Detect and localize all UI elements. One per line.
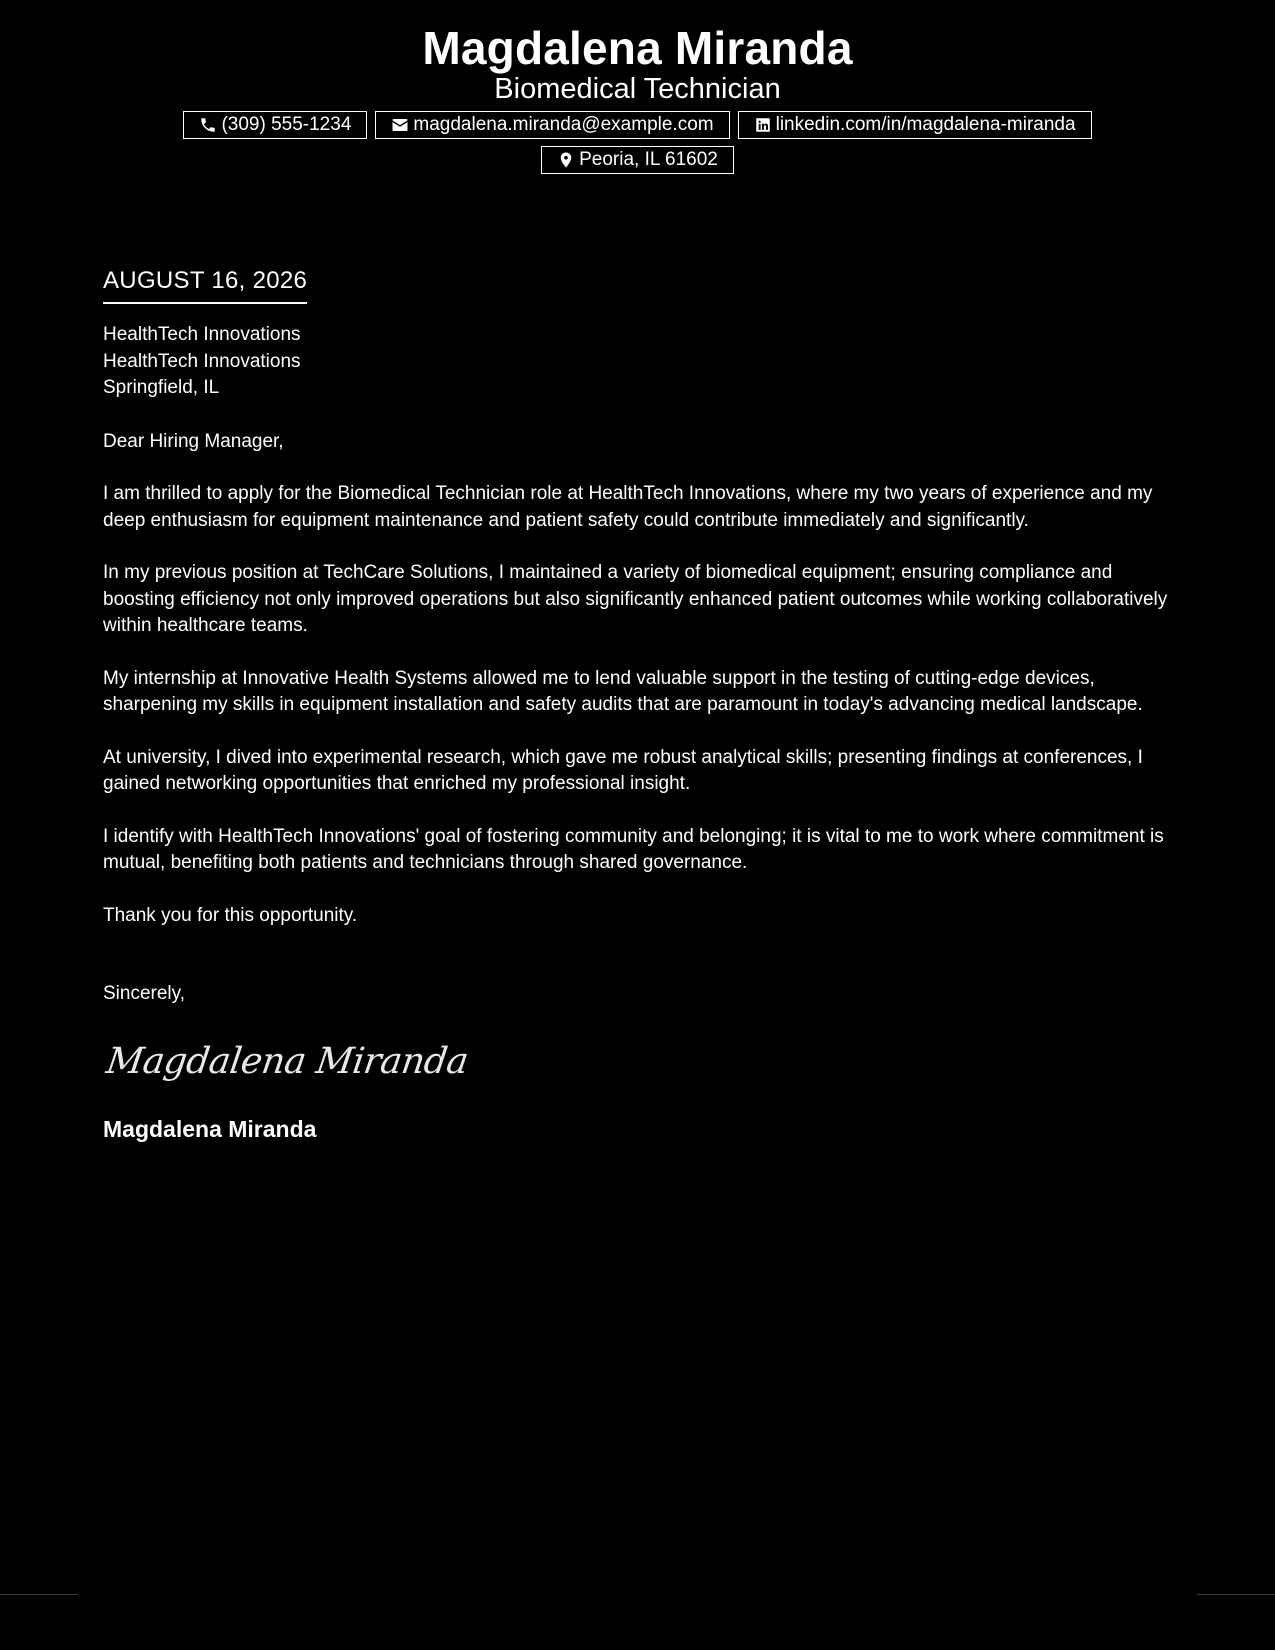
body-paragraph: My internship at Innovative Health Systems allowed me to lend valuable support in the testing of cutting-edge devices, sharpening my skills in equipment installation and safety audits that are paramount in today's advancing medical landscape. xyxy=(103,667,1143,715)
phone-text: (309) 555-1234 xyxy=(221,114,352,135)
letter-body xyxy=(103,266,1173,1144)
linkedin-icon xyxy=(754,116,772,134)
body-paragraph: At university, I dived into experimental research, which gave me robust analytical skills; presenting findings at conferences, I gained networking opportunities that enriched my professional insight. xyxy=(103,746,1143,794)
signer-name: Magdalena Miranda xyxy=(103,1115,317,1142)
applicant-name: Magdalena Miranda xyxy=(422,22,853,74)
envelope-icon xyxy=(391,116,409,134)
linkedin-chip xyxy=(738,111,1092,139)
map-pin-icon xyxy=(557,151,575,169)
recipient-line: HealthTech Innovations xyxy=(103,350,301,372)
letter-header xyxy=(0,0,1275,174)
email-chip xyxy=(375,111,729,139)
contact-row-location xyxy=(0,146,1275,174)
body-paragraph: I am thrilled to apply for the Biomedical Technician role at HealthTech Innovations, where my two years of experience and my deep enthusiasm for equipment maintenance and patient safety could contribute immediately and significantly. xyxy=(103,483,1153,531)
phone-icon xyxy=(199,116,217,134)
letter-date: AUGUST 16, 2026 xyxy=(103,266,307,304)
recipient-block xyxy=(103,322,1173,402)
footer-divider-left xyxy=(0,1594,78,1595)
salutation: Dear Hiring Manager, xyxy=(103,430,284,452)
body-paragraph: In my previous position at TechCare Solutions, I maintained a variety of biomedical equipment; ensuring compliance and boosting efficiency not only improved operations but also significantly enhanced patient outcomes while working collaboratively within healthcare teams. xyxy=(103,562,1168,636)
location-chip xyxy=(541,146,734,174)
body-paragraph: Thank you for this opportunity. xyxy=(103,904,358,926)
body-paragraph: I identify with HealthTech Innovations' goal of fostering community and belonging; it is vital to me to work where commitment is mutual, benefiting both patients and technicians through shared governance. xyxy=(103,825,1164,873)
phone-chip xyxy=(183,111,367,139)
recipient-line: Springfield, IL xyxy=(103,377,220,398)
footer-divider-right xyxy=(1197,1594,1275,1595)
closing: Sincerely, xyxy=(103,983,186,1004)
linkedin-text: linkedin.com/in/magdalena-miranda xyxy=(775,114,1076,135)
location-text: Peoria, IL 61602 xyxy=(579,149,718,170)
recipient-line: HealthTech Innovations xyxy=(103,324,301,345)
contact-row xyxy=(0,111,1275,139)
email-text: magdalena.miranda@example.com xyxy=(413,114,714,135)
applicant-role: Biomedical Technician xyxy=(494,73,781,105)
handwritten-signature: Magdalena Miranda xyxy=(103,1040,471,1082)
